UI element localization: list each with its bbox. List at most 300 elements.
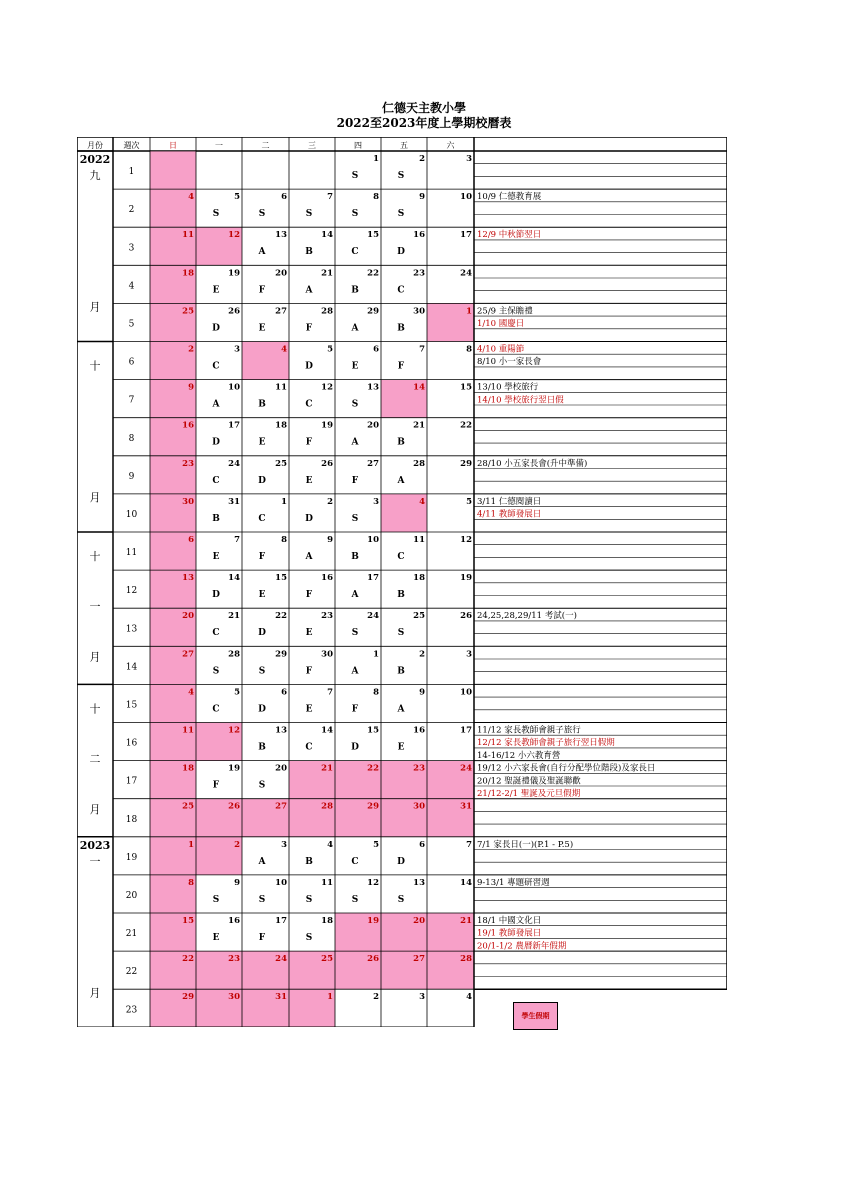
cycle-day: C xyxy=(351,247,359,258)
cycle-day: A xyxy=(258,856,266,867)
day-number: 24 xyxy=(275,954,287,965)
cycle-day: F xyxy=(351,704,359,715)
day-number: 6 xyxy=(188,535,194,545)
day-number: 18 xyxy=(182,763,194,774)
cycle-day: E xyxy=(212,285,220,296)
day-number: 24 xyxy=(460,268,472,279)
day-number: 6 xyxy=(281,687,287,698)
cycle-day: S xyxy=(397,894,405,905)
cycle-day: D xyxy=(305,361,313,372)
week-number: 16 xyxy=(125,738,138,749)
day-number: 4 xyxy=(466,992,472,1003)
day-number: 2 xyxy=(234,839,240,850)
event-text: 20/1-1/2 農曆新年假期 xyxy=(477,941,567,952)
day-number: 25 xyxy=(321,954,333,965)
day-number: 1 xyxy=(373,649,379,660)
cycle-day: F xyxy=(305,437,313,448)
day-number: 15 xyxy=(367,725,379,736)
cycle-day: S xyxy=(258,666,266,677)
day-number: 6 xyxy=(419,839,425,850)
cycle-day: A xyxy=(305,552,313,562)
week-number: 3 xyxy=(128,243,135,254)
month-char: 月 xyxy=(89,300,101,314)
day-number: 17 xyxy=(275,916,287,926)
cycle-day: A xyxy=(305,285,313,296)
day-number: 31 xyxy=(228,496,240,507)
day-number: 4 xyxy=(188,687,194,698)
cycle-day: F xyxy=(258,933,266,943)
day-number: 26 xyxy=(228,801,240,812)
day-number: 7 xyxy=(419,344,425,355)
day-number: 2 xyxy=(327,496,333,507)
cycle-day: C xyxy=(212,704,220,715)
cycle-day: B xyxy=(351,552,359,562)
day-number: 7 xyxy=(466,839,472,850)
event-text: 4/11 教師發展日 xyxy=(477,509,542,520)
cycle-day: D xyxy=(258,475,266,486)
column-header: 日 xyxy=(169,141,177,150)
day-number: 29 xyxy=(367,801,379,812)
day-number: 4 xyxy=(419,496,425,507)
cycle-day: S xyxy=(397,628,405,639)
column-header: 月份 xyxy=(87,141,103,150)
event-text: 10/9 仁德教育展 xyxy=(477,192,542,203)
day-number: 22 xyxy=(182,954,194,965)
cycle-day: C xyxy=(305,742,313,753)
cycle-day: B xyxy=(397,590,405,601)
event-text: 11/12 家長教師會親子旅行 xyxy=(477,725,581,736)
day-number: 2 xyxy=(419,154,425,164)
day-number: 31 xyxy=(460,801,472,812)
event-text: 4/10 重陽節 xyxy=(477,344,525,355)
day-number: 21 xyxy=(321,268,333,279)
cycle-day: C xyxy=(397,285,405,296)
day-number: 30 xyxy=(413,801,425,812)
day-number: 23 xyxy=(413,763,425,774)
cycle-day: A xyxy=(351,437,359,448)
cycle-day: E xyxy=(212,933,220,943)
day-number: 2 xyxy=(419,649,425,660)
cycle-day: B xyxy=(305,247,313,258)
cycle-day: B xyxy=(397,437,405,448)
day-number: 27 xyxy=(275,306,287,317)
day-number: 23 xyxy=(413,268,425,279)
day-number: 19 xyxy=(228,763,240,774)
cycle-day: S xyxy=(258,894,266,905)
event-text: 19/12 小六家長會(自行分配學位階段)及家長日 xyxy=(477,763,656,774)
day-number: 3 xyxy=(466,649,472,660)
day-number: 27 xyxy=(413,954,425,965)
day-number: 17 xyxy=(228,420,240,431)
cycle-day: D xyxy=(351,742,359,753)
cycle-day: C xyxy=(305,399,313,410)
event-text: 14-16/12 小六教育營 xyxy=(477,750,561,761)
event-text: 25/9 主保瞻禮 xyxy=(477,306,533,317)
day-number: 25 xyxy=(275,458,287,469)
cycle-day: C xyxy=(212,361,220,372)
cycle-day: C xyxy=(258,513,266,524)
cycle-day: F xyxy=(305,666,313,677)
cycle-day: S xyxy=(305,933,313,943)
week-number: 22 xyxy=(125,967,138,978)
week-number: 12 xyxy=(125,586,138,597)
day-number: 10 xyxy=(460,192,472,203)
cycle-day: S xyxy=(305,894,313,905)
week-number: 23 xyxy=(125,1005,138,1016)
week-number: 18 xyxy=(125,814,138,825)
day-number: 5 xyxy=(466,496,472,507)
week-number: 8 xyxy=(128,433,135,444)
day-number: 30 xyxy=(228,992,240,1003)
column-header: 二 xyxy=(261,141,270,150)
day-number: 18 xyxy=(182,268,194,279)
day-number: 23 xyxy=(182,458,194,469)
cycle-day: B xyxy=(258,742,266,753)
event-text: 9-13/1 專題研習週 xyxy=(477,877,550,888)
day-number: 15 xyxy=(182,916,194,926)
day-number: 1 xyxy=(373,154,379,164)
day-number: 3 xyxy=(281,839,287,850)
day-number: 16 xyxy=(182,420,194,431)
column-header: 一 xyxy=(215,141,223,150)
day-number: 20 xyxy=(367,420,379,431)
day-number: 10 xyxy=(367,535,379,545)
day-number: 1 xyxy=(281,496,287,507)
week-number: 2 xyxy=(128,205,135,216)
month-char: 十 xyxy=(89,550,101,563)
cycle-day: S xyxy=(351,894,359,905)
cycle-day: E xyxy=(351,361,359,372)
cycle-day: F xyxy=(305,590,313,601)
day-number: 27 xyxy=(182,649,194,660)
month-char: 月 xyxy=(89,802,101,816)
event-text: 21/12-2/1 聖誕及元旦假期 xyxy=(477,789,581,799)
cycle-day: D xyxy=(258,628,266,639)
cycle-day: E xyxy=(258,323,266,334)
day-number: 28 xyxy=(413,458,425,469)
day-number: 21 xyxy=(321,763,333,774)
month-char: 一 xyxy=(89,600,101,614)
cycle-day: S xyxy=(351,628,359,639)
day-number: 6 xyxy=(281,192,287,203)
day-number: 13 xyxy=(275,230,287,241)
day-number: 24 xyxy=(460,763,472,774)
cycle-day: E xyxy=(258,590,266,601)
cycle-day: E xyxy=(305,704,313,715)
day-number: 18 xyxy=(413,573,425,584)
day-number: 20 xyxy=(275,268,287,279)
day-number: 7 xyxy=(327,192,333,203)
week-number: 10 xyxy=(125,509,138,520)
day-number: 5 xyxy=(234,687,240,698)
day-number: 1 xyxy=(188,839,194,850)
day-number: 8 xyxy=(373,687,379,698)
day-number: 26 xyxy=(460,611,472,622)
cycle-day: F xyxy=(305,323,313,334)
cycle-day: B xyxy=(397,666,405,677)
day-number: 15 xyxy=(460,382,472,393)
day-number: 25 xyxy=(413,611,425,622)
cycle-day: A xyxy=(258,247,266,258)
cycle-day: S xyxy=(351,209,359,220)
day-number: 28 xyxy=(460,954,472,965)
cycle-day: C xyxy=(212,475,220,486)
week-number: 20 xyxy=(125,890,138,901)
week-number: 17 xyxy=(125,776,138,787)
day-number: 13 xyxy=(182,573,194,584)
day-number: 1 xyxy=(327,992,333,1003)
event-text: 18/1 中國文化日 xyxy=(477,916,542,926)
day-number: 28 xyxy=(321,801,333,812)
day-number: 11 xyxy=(182,230,194,241)
event-text: 3/11 仁德閱讀日 xyxy=(477,496,542,507)
cycle-day: S xyxy=(212,666,220,677)
month-char: 一 xyxy=(89,854,101,868)
day-number: 17 xyxy=(460,230,472,241)
event-text: 7/1 家長日(一)(P.1 - P.5) xyxy=(477,839,574,850)
cycle-day: A xyxy=(397,704,405,715)
day-number: 6 xyxy=(373,344,379,355)
cycle-day: S xyxy=(351,171,359,181)
cycle-day: C xyxy=(212,628,220,639)
cycle-day: S xyxy=(397,171,405,181)
day-number: 18 xyxy=(321,916,333,926)
column-header: 四 xyxy=(354,141,362,150)
day-number: 3 xyxy=(373,496,379,507)
month-char: 十 xyxy=(89,359,101,373)
event-text: 8/10 小一家長會 xyxy=(477,357,542,368)
day-number: 14 xyxy=(228,573,240,584)
day-number: 11 xyxy=(275,382,287,393)
day-number: 8 xyxy=(466,344,472,355)
day-number: 15 xyxy=(275,573,287,584)
day-number: 8 xyxy=(373,192,379,203)
column-header: 三 xyxy=(308,141,316,150)
day-number: 12 xyxy=(228,230,240,241)
week-number: 21 xyxy=(125,929,138,940)
day-number: 9 xyxy=(419,192,425,203)
day-number: 5 xyxy=(234,192,240,203)
event-text: 12/12 家長教師會親子旅行翌日假期 xyxy=(477,738,615,749)
week-number: 5 xyxy=(128,319,135,330)
week-number: 15 xyxy=(125,700,138,711)
week-number: 6 xyxy=(128,357,135,368)
cycle-day: B xyxy=(258,399,266,410)
day-number: 22 xyxy=(367,763,379,774)
cycle-day: C xyxy=(351,856,359,867)
day-number: 8 xyxy=(281,535,287,545)
day-number: 15 xyxy=(367,230,379,241)
day-number: 17 xyxy=(367,573,379,584)
week-number: 19 xyxy=(125,852,138,863)
day-number: 7 xyxy=(327,687,333,698)
day-number: 9 xyxy=(327,535,333,545)
cycle-day: B xyxy=(397,323,405,334)
day-number: 11 xyxy=(413,535,425,545)
month-char: 十 xyxy=(89,702,101,716)
day-number: 13 xyxy=(413,877,425,888)
year-label: 2022 xyxy=(79,153,111,166)
day-number: 21 xyxy=(228,611,240,622)
day-number: 11 xyxy=(321,877,333,888)
year-label: 2023 xyxy=(79,838,111,852)
day-number: 29 xyxy=(460,458,472,469)
day-number: 31 xyxy=(275,992,287,1003)
day-number: 5 xyxy=(373,839,379,850)
day-number: 14 xyxy=(321,725,333,736)
day-number: 2 xyxy=(188,344,194,355)
holiday-cell xyxy=(150,151,196,189)
calendar-grid xyxy=(77,137,727,1027)
day-number: 8 xyxy=(188,877,194,888)
day-number: 26 xyxy=(367,954,379,965)
day-number: 12 xyxy=(367,877,379,888)
day-number: 7 xyxy=(234,535,240,545)
calendar-subtitle: 2022至2023年度上學期校曆表 xyxy=(336,116,512,130)
day-number: 30 xyxy=(413,306,425,317)
cycle-day: F xyxy=(258,285,266,296)
day-number: 13 xyxy=(367,382,379,393)
event-text: 12/9 中秋節翌日 xyxy=(477,230,542,241)
cycle-day: S xyxy=(212,209,220,220)
cycle-day: B xyxy=(212,513,220,524)
day-number: 16 xyxy=(228,916,240,926)
cycle-day: F xyxy=(397,361,405,372)
day-number: 14 xyxy=(460,877,472,888)
day-number: 13 xyxy=(275,725,287,736)
cycle-day: E xyxy=(305,475,313,486)
event-text: 13/10 學校旅行 xyxy=(477,382,539,393)
day-number: 9 xyxy=(234,877,240,888)
cycle-day: E xyxy=(258,437,266,448)
day-number: 20 xyxy=(182,611,194,622)
cycle-day: S xyxy=(258,780,266,791)
cycle-day: B xyxy=(351,285,359,296)
day-number: 4 xyxy=(281,344,287,355)
school-title: 仁德天主教小學 xyxy=(381,101,466,115)
day-number: 4 xyxy=(327,839,333,850)
day-number: 9 xyxy=(419,687,425,698)
day-number: 22 xyxy=(275,611,287,622)
day-number: 29 xyxy=(367,306,379,317)
day-number: 21 xyxy=(460,916,472,926)
day-number: 10 xyxy=(275,877,287,888)
day-number: 19 xyxy=(367,916,379,926)
day-number: 12 xyxy=(460,535,472,545)
day-number: 19 xyxy=(460,573,472,584)
week-number: 4 xyxy=(128,281,135,292)
month-char: 月 xyxy=(89,650,101,664)
cycle-day: S xyxy=(212,894,220,905)
month-char: 月 xyxy=(89,986,101,1000)
day-number: 11 xyxy=(182,725,194,736)
cycle-day: A xyxy=(351,590,359,601)
day-number: 3 xyxy=(419,992,425,1003)
day-number: 24 xyxy=(367,611,379,622)
calendar-table xyxy=(77,137,727,1027)
cycle-day: S xyxy=(258,209,266,220)
day-number: 14 xyxy=(321,230,333,241)
event-text: 24,25,28,29/11 考試(一) xyxy=(477,611,577,622)
cycle-day: A xyxy=(351,323,359,334)
event-text: 1/10 國慶日 xyxy=(477,319,525,330)
day-number: 23 xyxy=(228,954,240,965)
day-number: 27 xyxy=(275,801,287,812)
legend-student-holiday: 學生假期 xyxy=(513,1002,558,1030)
day-number: 29 xyxy=(275,649,287,660)
day-number: 2 xyxy=(373,992,379,1003)
cycle-day: D xyxy=(397,247,405,258)
cycle-day: D xyxy=(212,437,220,448)
column-header: 五 xyxy=(400,141,408,150)
cycle-day: D xyxy=(258,704,266,715)
cycle-day: F xyxy=(212,780,220,791)
day-number: 10 xyxy=(228,382,240,393)
event-text: 14/10 學校旅行翌日假 xyxy=(477,395,564,406)
week-number: 14 xyxy=(125,662,138,673)
day-number: 19 xyxy=(321,420,333,431)
day-number: 16 xyxy=(413,230,425,241)
cycle-day: D xyxy=(212,323,220,334)
cycle-day: S xyxy=(397,209,405,220)
day-number: 30 xyxy=(321,649,333,660)
day-number: 28 xyxy=(228,649,240,660)
cycle-day: S xyxy=(351,513,359,524)
event-text: 28/10 小五家長會(升中準備) xyxy=(477,458,588,469)
cycle-day: D xyxy=(212,590,220,601)
day-number: 23 xyxy=(321,611,333,622)
day-number: 1 xyxy=(466,306,472,317)
week-number: 7 xyxy=(128,395,135,406)
day-number: 26 xyxy=(228,306,240,317)
day-number: 3 xyxy=(234,344,240,355)
day-number: 12 xyxy=(321,382,333,393)
day-number: 25 xyxy=(182,801,194,812)
cycle-day: F xyxy=(258,552,266,562)
day-number: 12 xyxy=(228,725,240,736)
month-char: 月 xyxy=(89,491,101,505)
day-number: 20 xyxy=(275,763,287,774)
cycle-day: A xyxy=(351,666,359,677)
day-number: 19 xyxy=(228,268,240,279)
day-number: 29 xyxy=(182,992,194,1003)
day-number: 28 xyxy=(321,306,333,317)
week-number: 1 xyxy=(128,167,135,178)
day-number: 30 xyxy=(182,496,194,507)
event-text: 20/12 聖誕禮儀及聖誕聯歡 xyxy=(477,776,581,787)
cycle-day: E xyxy=(305,628,313,639)
cycle-day: E xyxy=(397,742,405,753)
day-number: 4 xyxy=(188,192,194,203)
day-number: 3 xyxy=(466,154,472,164)
cycle-day: D xyxy=(305,513,313,524)
column-header: 週次 xyxy=(123,141,140,150)
day-number: 27 xyxy=(367,458,379,469)
day-number: 20 xyxy=(413,916,425,926)
cycle-day: B xyxy=(305,856,313,867)
day-number: 10 xyxy=(460,687,472,698)
cycle-day: S xyxy=(305,209,313,220)
week-number: 13 xyxy=(125,624,138,635)
day-number: 16 xyxy=(321,573,333,584)
day-number: 16 xyxy=(413,725,425,736)
day-number: 14 xyxy=(413,382,425,393)
cycle-day: E xyxy=(212,552,220,562)
day-number: 25 xyxy=(182,306,194,317)
day-number: 9 xyxy=(188,382,194,393)
cycle-day: C xyxy=(397,552,405,562)
day-number: 24 xyxy=(228,458,240,469)
